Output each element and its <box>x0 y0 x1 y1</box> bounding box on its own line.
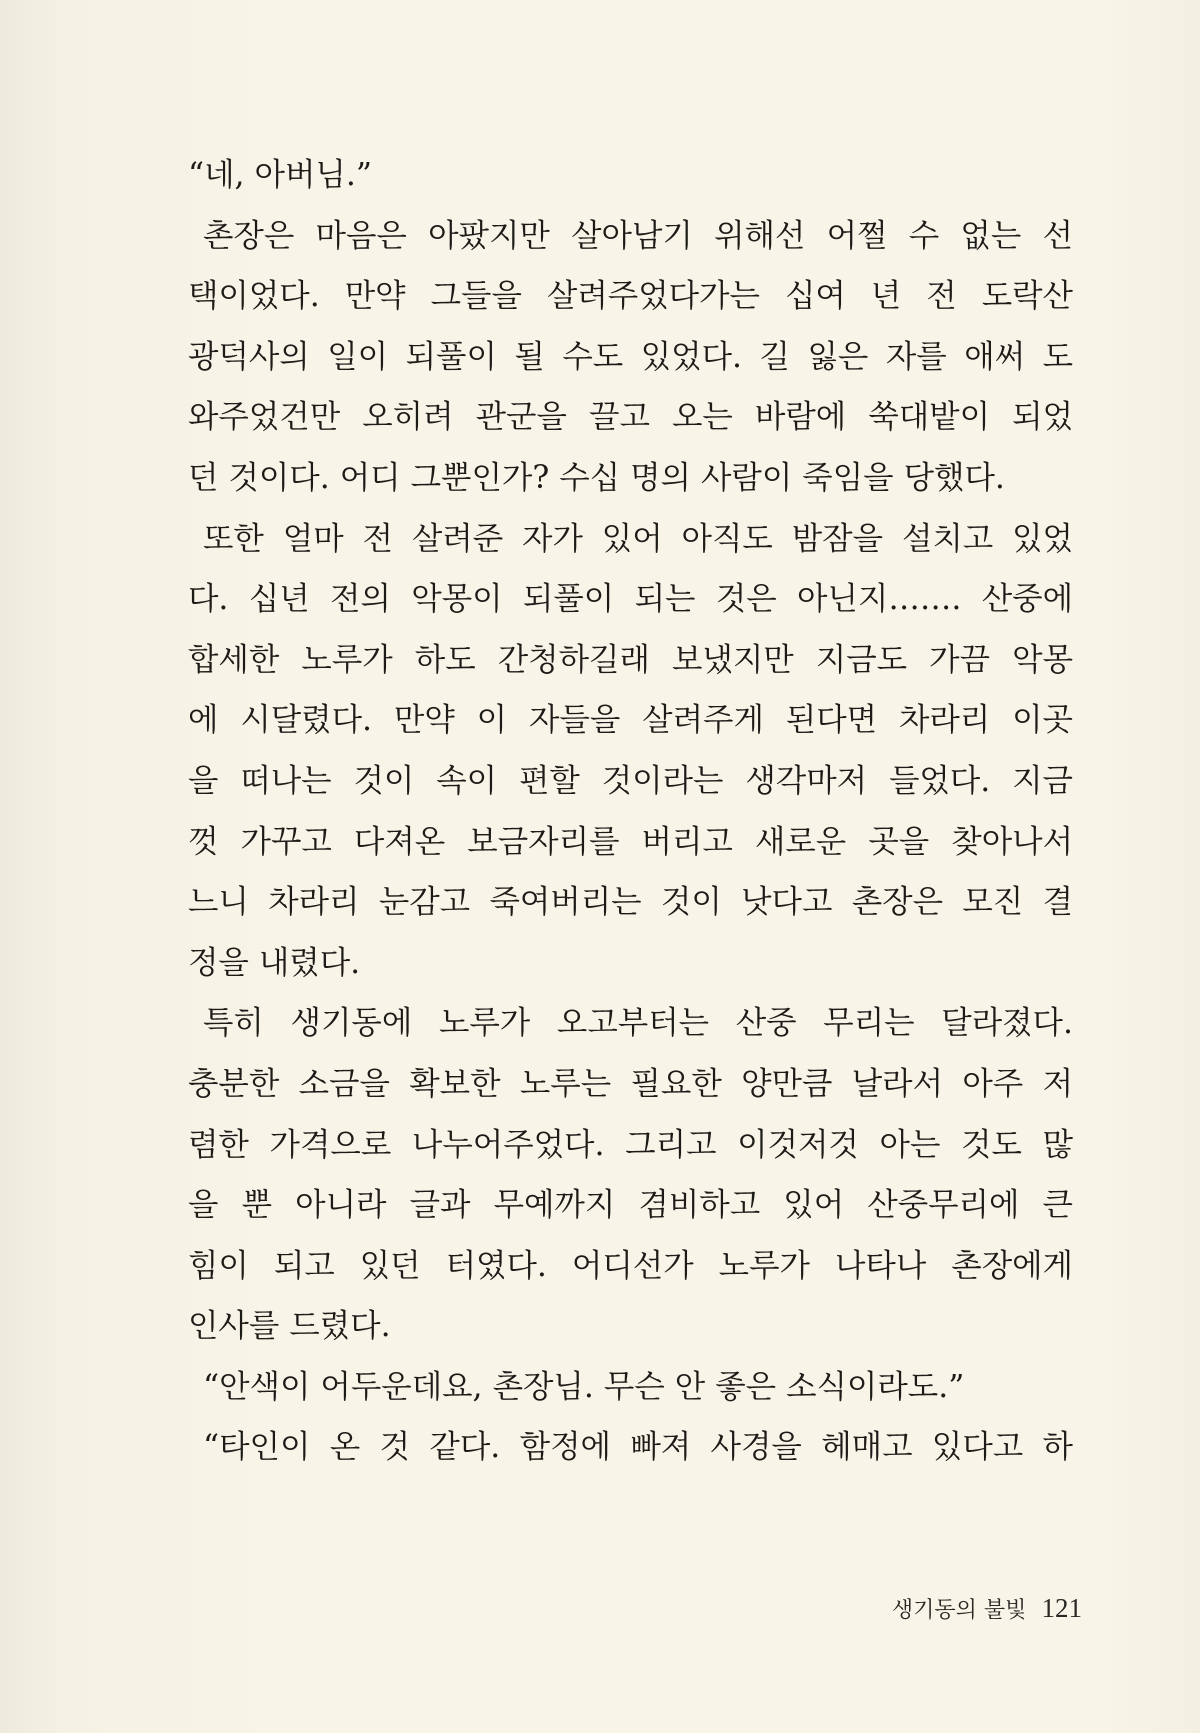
text-line: “네, 아버님.” <box>188 157 372 193</box>
text-line: 을 떠나는 것이 속이 편할 것이라는 생각마저 들었다. 지금 <box>188 762 1073 799</box>
text-line: “안색이 어두운데요, 촌장님. 무슨 안 좋은 소식이라도.” <box>203 1368 965 1405</box>
text-line: 택이었다. 만약 그들을 살려주었다가는 십여 년 전 도락산 <box>188 278 1073 315</box>
text-line: 을 뿐 아니라 글과 무예까지 겸비하고 있어 산중무리에 큰 <box>188 1187 1073 1224</box>
text-line: 촌장은 마음은 아팠지만 살아남기 위해선 어쩔 수 없는 선 <box>203 217 1073 254</box>
text-line: 힘이 되고 있던 터였다. 어디선가 노루가 나타나 촌장에게 <box>188 1247 1073 1284</box>
text-line: 껏 가꾸고 다져온 보금자리를 버리고 새로운 곳을 찾아나서 <box>188 823 1073 860</box>
text-line: 합세한 노루가 하도 간청하길래 보냈지만 지금도 가끔 악몽 <box>188 641 1073 678</box>
page-footer <box>892 1588 1082 1628</box>
text-line: 충분한 소금을 확보한 노루는 필요한 양만큼 날라서 아주 저 <box>188 1065 1073 1102</box>
text-line: 던 것이다. 어디 그뿐인가? 수십 명의 사람이 죽임을 당했다. <box>188 459 1005 496</box>
text-line: 에 시달렸다. 만약 이 자들을 살려주게 된다면 차라리 이곳 <box>188 702 1073 739</box>
text-line: 인사를 드렸다. <box>188 1308 391 1345</box>
text-line: 또한 얼마 전 살려준 자가 있어 아직도 밤잠을 설치고 있었 <box>203 520 1073 557</box>
text-line: 다. 십년 전의 악몽이 되풀이 되는 것은 아닌지……. 산중에 <box>188 581 1073 618</box>
text-line: 특히 생기동에 노루가 오고부터는 산중 무리는 달라졌다. <box>203 1005 1073 1042</box>
text-line: “타인이 온 것 같다. 함정에 빠져 사경을 헤매고 있다고 하 <box>203 1429 1073 1466</box>
text-line: 렴한 가격으로 나누어주었다. 그리고 이것저것 아는 것도 많 <box>188 1126 1073 1163</box>
text-line: 느니 차라리 눈감고 죽여버리는 것이 낫다고 촌장은 모진 결 <box>188 884 1073 921</box>
text-line: 정을 내렸다. <box>188 944 361 981</box>
text-line: 광덕사의 일이 되풀이 될 수도 있었다. 길 잃은 자를 애써 도 <box>188 338 1073 375</box>
text-line: 와주었건만 오히려 관군을 끌고 오는 바람에 쑥대밭이 되었 <box>188 399 1073 436</box>
page-number: 121 <box>1041 1593 1082 1623</box>
running-title: 생기동의 불빛 <box>891 1598 1027 1623</box>
body-text <box>188 145 1073 1478</box>
